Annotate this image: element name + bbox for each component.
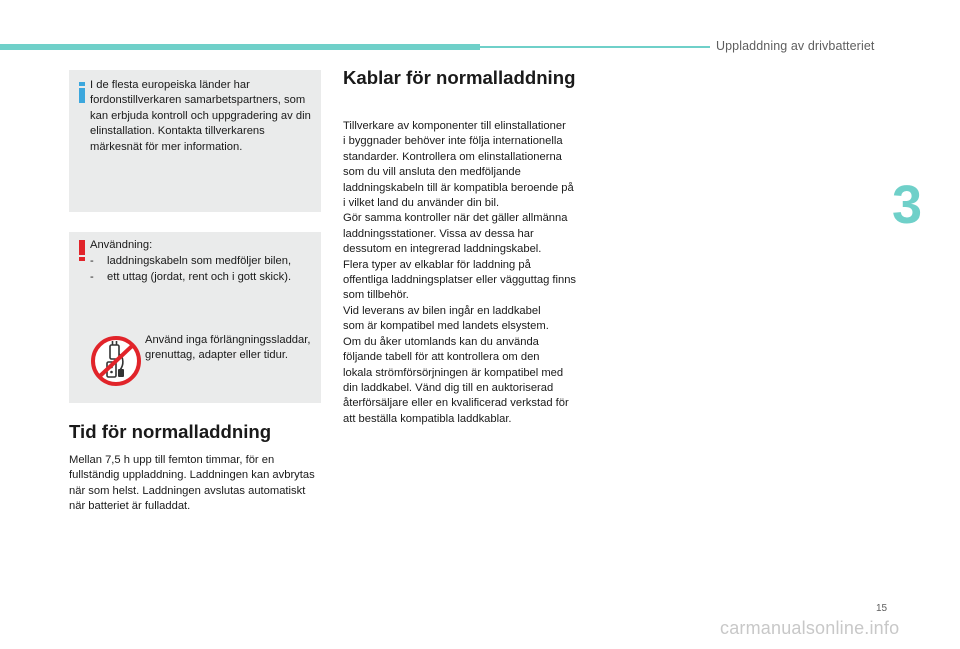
header-accent-bar: [0, 44, 480, 50]
text-line: att beställa kompatibla laddkablar.: [343, 412, 512, 425]
chapter-title: Uppladdning av drivbatteriet: [716, 39, 875, 53]
section-heading-cables: Kablar för normalladdning: [343, 67, 576, 88]
section-heading-charging-time: Tid för normalladdning: [69, 421, 272, 442]
text-line: återförsäljare eller en kvalificerad verkstad för: [343, 397, 569, 410]
no-extension-text: Använd inga förlängningssladdar, grenuttag, adapter eller tidur.: [145, 334, 311, 362]
text-line: Vid leverans av bilen ingår en laddkabel: [343, 304, 541, 317]
text-line: Flera typer av elkablar för laddning på: [343, 258, 531, 271]
warning-icon: [79, 240, 85, 262]
page-number: 15: [876, 603, 888, 614]
warning-label: Användning:: [90, 239, 153, 251]
chapter-number: 3: [892, 175, 923, 235]
text-line: i vilket land du använder din bil.: [343, 197, 500, 210]
cables-text: [343, 119, 605, 427]
watermark: carmanualsonline.info: [720, 618, 900, 638]
info-icon: [79, 82, 85, 102]
text-line: din laddkabel. Vänd dig till en auktoriserad: [343, 381, 554, 394]
text-line: som tillbehör.: [343, 289, 409, 302]
text-line: Tillverkare av komponenter till elinstallationer: [343, 120, 566, 132]
text-line: offentliga laddningsplatser eller vägguttag finns: [343, 274, 577, 287]
text-line: Om du åker utomlands kan du använda: [343, 335, 539, 348]
charging-time-text: Mellan 7,5 h upp till femton timmar, för en fullständig uppladdning. Laddningen kan avbrytas när som helst. Laddningen avslutas automatiskt när batteriet är fulladdat.: [69, 454, 315, 513]
text-line: lokala strömförsörjningen är kompatibel med: [343, 366, 564, 379]
text-line: i byggnader behöver inte följa internationella: [343, 135, 563, 148]
no-extension-cord-icon: [90, 335, 142, 387]
text-line: följande tabell för att kontrollera om den: [343, 351, 540, 364]
text-line: laddningsstationer. Vissa av dessa har: [343, 227, 534, 240]
text-line: laddningskabeln till är kompatibla beroende på: [343, 181, 574, 194]
info-text: I de flesta europeiska länder har fordonstillverkaren samarbetspartners, som kan erbjuda kontroll och uppgradering av din elinstallation. Kontakta tillverkarens märkesnät för mer information.: [90, 79, 311, 153]
text-line: dessutom en integrerad laddningskabel.: [343, 243, 542, 256]
text-line: som du vill ansluta den medföljande: [343, 166, 521, 179]
text-line: standarder. Kontrollera om elinstallationerna: [343, 150, 562, 163]
header-accent-line: [480, 46, 710, 48]
text-line: Gör samma kontroller när det gäller allmänna: [343, 212, 568, 225]
text-line: som är kompatibel med landets elsystem.: [343, 320, 549, 333]
